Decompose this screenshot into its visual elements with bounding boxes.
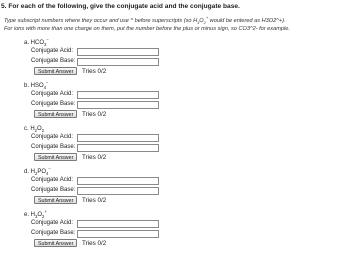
conjugate-base-label: Conjugate Base: xyxy=(31,186,76,193)
conjugate-acid-row xyxy=(24,90,144,100)
conjugate-acid-input-c[interactable] xyxy=(77,134,159,142)
part-c-label: c. $H_2O_2$ xyxy=(24,126,45,134)
conjugate-acid-label: Conjugate Acid: xyxy=(31,48,74,54)
conjugate-base-label: Conjugate Base: xyxy=(31,57,76,64)
submit-row xyxy=(24,196,144,207)
conjugate-acid-label: Conjugate Acid: xyxy=(31,134,74,140)
part-b-label: b. $HSO_4^-$ xyxy=(24,80,49,91)
part-a xyxy=(24,39,144,78)
conjugate-acid-row xyxy=(24,176,144,186)
conjugate-base-label: Conjugate Base: xyxy=(31,100,76,107)
question-number: 5. xyxy=(1,3,7,10)
tries-counter: Tries 0/2 xyxy=(82,67,107,75)
conjugate-acid-input-b[interactable] xyxy=(77,91,159,99)
conjugate-base-input-b[interactable] xyxy=(77,101,159,109)
submit-answer-button-c[interactable]: Submit Answer xyxy=(34,153,77,161)
part-d-label: d. $H_2PO_4^-$ xyxy=(24,166,51,177)
conjugate-base-row xyxy=(24,229,144,239)
conjugate-base-input-d[interactable] xyxy=(77,187,159,195)
part-e xyxy=(24,211,144,250)
conjugate-acid-row xyxy=(24,133,144,143)
submit-row xyxy=(24,110,144,121)
part-d xyxy=(24,168,144,207)
tries-counter: Tries 0/2 xyxy=(82,239,107,247)
conjugate-base-label: Conjugate Base: xyxy=(31,143,76,150)
conjugate-acid-input-a[interactable] xyxy=(77,48,159,56)
part-a-label: a. $HCO_3^-$ xyxy=(24,37,49,48)
conjugate-base-input-c[interactable] xyxy=(77,144,159,152)
conjugate-acid-label: Conjugate Acid: xyxy=(31,91,74,97)
conjugate-acid-row xyxy=(24,47,144,57)
conjugate-acid-input-d[interactable] xyxy=(77,177,159,185)
conjugate-base-input-a[interactable] xyxy=(77,58,159,66)
submit-row xyxy=(24,67,144,78)
part-e-label: e. $H_3O_2^+$ xyxy=(24,209,47,220)
conjugate-base-row xyxy=(24,186,144,196)
conjugate-acid-input-e[interactable] xyxy=(77,220,159,228)
conjugate-acid-label: Conjugate Acid: xyxy=(31,220,74,226)
instruction-line-2: For ions with more than one charge on them, put the number before the plus or minus sign, so CO3^2- for example. xyxy=(4,26,290,32)
tries-counter: Tries 0/2 xyxy=(82,110,107,118)
submit-answer-button-b[interactable]: Submit Answer xyxy=(34,110,77,118)
submit-row xyxy=(24,153,144,164)
tries-counter: Tries 0/2 xyxy=(82,153,107,161)
conjugate-acid-label: Conjugate Acid: xyxy=(31,177,74,183)
conjugate-base-row xyxy=(24,143,144,153)
part-c xyxy=(24,125,144,164)
conjugate-base-row xyxy=(24,57,144,67)
conjugate-acid-row xyxy=(24,219,144,229)
question-prompt: For each of the following, give the conjugate acid and the conjugate base. xyxy=(8,3,240,10)
part-b xyxy=(24,82,144,121)
submit-answer-button-d[interactable]: Submit Answer xyxy=(34,196,77,204)
submit-answer-button-a[interactable]: Submit Answer xyxy=(34,67,77,75)
submit-answer-button-e[interactable]: Submit Answer xyxy=(34,239,77,247)
tries-counter: Tries 0/2 xyxy=(82,196,107,204)
conjugate-base-input-e[interactable] xyxy=(77,230,159,238)
conjugate-base-row xyxy=(24,100,144,110)
instruction-line-1: Type subscript numbers where they occur and use ^ before superscripts (so $H_3O_2^+$ would be entered as H3O2^+). xyxy=(4,15,286,26)
question-heading xyxy=(1,3,240,10)
conjugate-base-label: Conjugate Base: xyxy=(31,229,76,236)
submit-row xyxy=(24,239,144,250)
